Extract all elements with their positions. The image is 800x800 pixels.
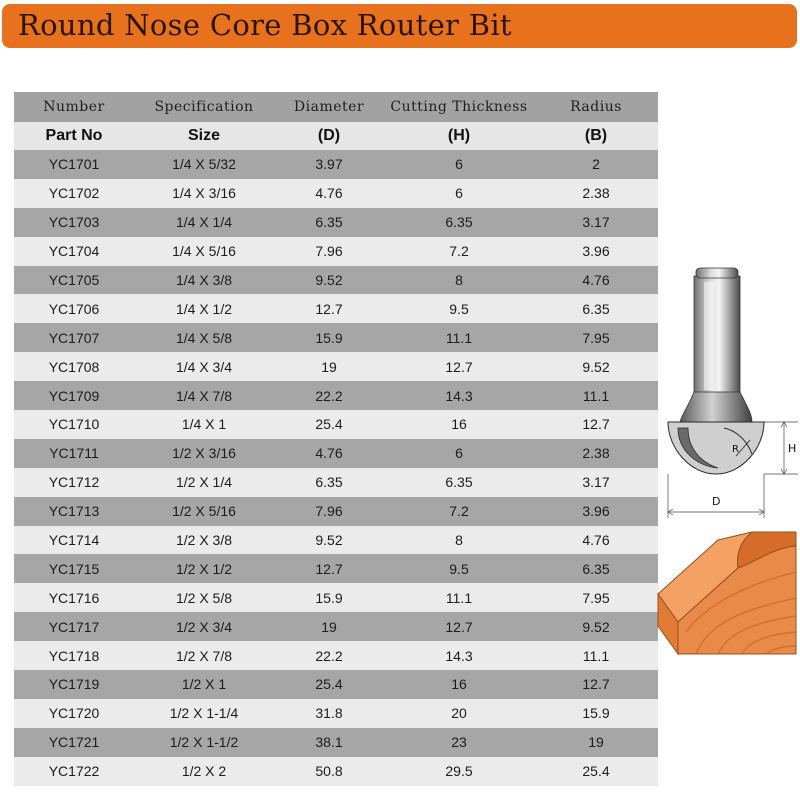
table-row	[14, 352, 658, 381]
table-cell: 6.35	[384, 208, 534, 237]
table-cell: 12.7	[274, 294, 384, 323]
table-cell: 20	[384, 699, 534, 728]
table-cell: 1/4 X 3/4	[134, 352, 274, 381]
table-cell: YC1718	[14, 641, 134, 670]
table-cell: YC1720	[14, 699, 134, 728]
table-row	[14, 439, 658, 468]
table-cell: 15.9	[274, 323, 384, 352]
table-cell: 1/4 X 1/2	[134, 294, 274, 323]
table-row	[14, 670, 658, 699]
table-cell: 15.9	[534, 699, 658, 728]
table-cell: YC1708	[14, 352, 134, 381]
table-cell: 14.3	[384, 381, 534, 410]
table-row	[14, 468, 658, 497]
table-cell: 9.52	[274, 266, 384, 295]
table-cell: YC1711	[14, 439, 134, 468]
table-cell: 4.76	[274, 439, 384, 468]
table-cell: 1/2 X 3/4	[134, 612, 274, 641]
table-cell: 3.96	[534, 237, 658, 266]
column-header: Cutting Thickness	[384, 92, 534, 122]
table-cell: 1/2 X 5/16	[134, 497, 274, 526]
table-row	[14, 554, 658, 583]
table-cell: YC1702	[14, 179, 134, 208]
table-cell: 3.17	[534, 208, 658, 237]
table-cell: 50.8	[274, 757, 384, 786]
table-cell: 1/2 X 1	[134, 670, 274, 699]
table-cell: 1/4 X 5/16	[134, 237, 274, 266]
table-cell: YC1717	[14, 612, 134, 641]
table-cell: YC1701	[14, 150, 134, 179]
page-title: Round Nose Core Box Router Bit	[18, 8, 512, 42]
table-cell: 1/4 X 3/8	[134, 266, 274, 295]
table-cell: 9.5	[384, 554, 534, 583]
table-cell: YC1716	[14, 583, 134, 612]
table-cell: 11.1	[384, 323, 534, 352]
table-cell: YC1714	[14, 526, 134, 555]
table-cell: 4.76	[534, 266, 658, 295]
table-cell: 12.7	[384, 352, 534, 381]
table-cell: 25.4	[274, 670, 384, 699]
table-cell: 22.2	[274, 641, 384, 670]
table-row	[14, 410, 658, 439]
table-cell: 12.7	[384, 612, 534, 641]
table-cell: 1/2 X 1-1/2	[134, 728, 274, 757]
table-row	[14, 641, 658, 670]
diameter-label: D	[712, 495, 721, 508]
table-cell: 19	[274, 612, 384, 641]
table-cell: 3.96	[534, 497, 658, 526]
table-cell: 7.2	[384, 497, 534, 526]
table-cell: 16	[384, 410, 534, 439]
table-cell: 19	[534, 728, 658, 757]
table-cell: 1/2 X 5/8	[134, 583, 274, 612]
table-cell: 12.7	[274, 554, 384, 583]
table-cell: YC1721	[14, 728, 134, 757]
table-cell: 1/4 X 5/32	[134, 150, 274, 179]
table-cell: YC1713	[14, 497, 134, 526]
table-cell: 2.38	[534, 179, 658, 208]
table-cell: YC1704	[14, 237, 134, 266]
table-cell: YC1707	[14, 323, 134, 352]
spec-table	[14, 92, 658, 786]
table-cell: YC1705	[14, 266, 134, 295]
header-row	[14, 92, 658, 122]
table-row	[14, 699, 658, 728]
table-cell: 4.76	[274, 179, 384, 208]
height-label: H	[788, 442, 797, 455]
table-cell: 15.9	[274, 583, 384, 612]
table-cell: 6.35	[274, 468, 384, 497]
table-row	[14, 612, 658, 641]
table-cell: YC1710	[14, 410, 134, 439]
table-cell: YC1703	[14, 208, 134, 237]
table-cell: 6.35	[384, 468, 534, 497]
table-cell: 7.96	[274, 237, 384, 266]
title-banner	[2, 4, 797, 48]
table-cell: YC1715	[14, 554, 134, 583]
radius-label: R	[732, 444, 739, 455]
table-cell: 6.35	[534, 554, 658, 583]
column-header: Number	[14, 92, 134, 122]
table-cell: 1/2 X 1/2	[134, 554, 274, 583]
table-cell: 9.52	[274, 526, 384, 555]
table-cell: 3.17	[534, 468, 658, 497]
router-bit-head	[680, 392, 752, 422]
table-cell: 6	[384, 439, 534, 468]
table-cell: 6.35	[274, 208, 384, 237]
router-bit-shank	[694, 268, 740, 396]
table-cell: 1/2 X 2	[134, 757, 274, 786]
table-cell: 2.38	[534, 439, 658, 468]
column-subheader: (B)	[534, 122, 658, 150]
table-row	[14, 497, 658, 526]
table-row	[14, 294, 658, 323]
wood-profile-illustration	[656, 528, 800, 656]
table-row	[14, 583, 658, 612]
table-cell: YC1722	[14, 757, 134, 786]
table-cell: YC1706	[14, 294, 134, 323]
table-cell: 6	[384, 179, 534, 208]
table-cell: 11.1	[384, 583, 534, 612]
table-cell: 11.1	[534, 381, 658, 410]
column-header: Specification	[134, 92, 274, 122]
table-cell: 8	[384, 266, 534, 295]
table-cell: 6	[384, 150, 534, 179]
table-cell: 1/4 X 7/8	[134, 381, 274, 410]
table-cell: 23	[384, 728, 534, 757]
router-bit-diagram	[660, 262, 800, 522]
table-row	[14, 237, 658, 266]
column-subheader: (H)	[384, 122, 534, 150]
table-cell: 2	[534, 150, 658, 179]
table-cell: 25.4	[534, 757, 658, 786]
column-subheader: Part No	[14, 122, 134, 150]
table-cell: YC1709	[14, 381, 134, 410]
table-cell: 9.5	[384, 294, 534, 323]
table-cell: 1/2 X 3/16	[134, 439, 274, 468]
table-cell: 1/2 X 7/8	[134, 641, 274, 670]
table-row	[14, 208, 658, 237]
table-cell: 7.2	[384, 237, 534, 266]
table-row	[14, 526, 658, 555]
table-cell: 1/4 X 1/4	[134, 208, 274, 237]
table-cell: 7.96	[274, 497, 384, 526]
table-cell: 38.1	[274, 728, 384, 757]
table-cell: 31.8	[274, 699, 384, 728]
table-cell: 6.35	[534, 294, 658, 323]
column-subheader: Size	[134, 122, 274, 150]
table-cell: 1/2 X 1-1/4	[134, 699, 274, 728]
column-header: Diameter	[274, 92, 384, 122]
table-cell: 14.3	[384, 641, 534, 670]
table-cell: 8	[384, 526, 534, 555]
table-cell: YC1719	[14, 670, 134, 699]
table-cell: 7.95	[534, 323, 658, 352]
table-cell: 12.7	[534, 410, 658, 439]
table-row	[14, 757, 658, 786]
table-cell: 7.95	[534, 583, 658, 612]
table-cell: 1/4 X 3/16	[134, 179, 274, 208]
table-row	[14, 179, 658, 208]
table-row	[14, 266, 658, 295]
spec-table-body	[14, 150, 658, 786]
table-row	[14, 150, 658, 179]
table-cell: 4.76	[534, 526, 658, 555]
table-cell: 1/4 X 5/8	[134, 323, 274, 352]
table-cell: 16	[384, 670, 534, 699]
table-cell: 11.1	[534, 641, 658, 670]
subheader-row	[14, 122, 658, 150]
table-cell: 9.52	[534, 352, 658, 381]
column-header: Radius	[534, 92, 658, 122]
table-cell: 25.4	[274, 410, 384, 439]
table-cell: 1/2 X 1/4	[134, 468, 274, 497]
table-cell: 12.7	[534, 670, 658, 699]
table-cell: 22.2	[274, 381, 384, 410]
table-cell: 3.97	[274, 150, 384, 179]
table-cell: 9.52	[534, 612, 658, 641]
table-cell: 19	[274, 352, 384, 381]
table-row	[14, 381, 658, 410]
table-cell: 1/2 X 3/8	[134, 526, 274, 555]
column-subheader: (D)	[274, 122, 384, 150]
table-cell: YC1712	[14, 468, 134, 497]
table-cell: 1/4 X 1	[134, 410, 274, 439]
table-row	[14, 323, 658, 352]
table-cell: 29.5	[384, 757, 534, 786]
table-row	[14, 728, 658, 757]
